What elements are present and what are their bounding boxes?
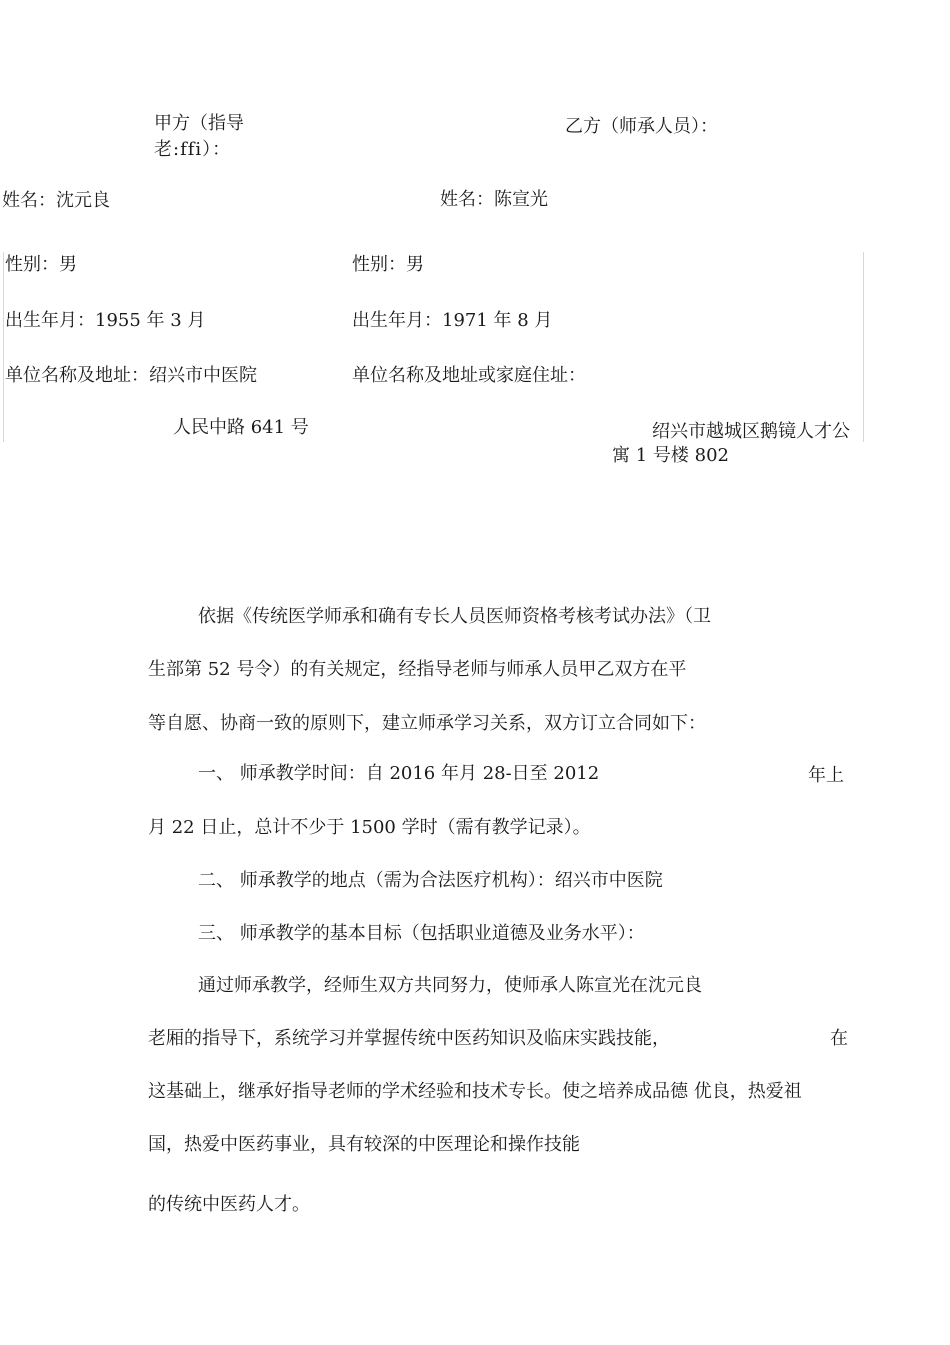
item-1-line-b: 年上 (808, 765, 844, 786)
party-b-unit: 单位名称及地址或家庭住址： (352, 365, 586, 386)
goal-line-5: 的传统中医药人才。 (148, 1194, 310, 1215)
goal-line-2a: 老厢的指导下，系统学习并掌握传统中医药知识及临床实践技能， (148, 1028, 670, 1049)
party-a-birth: 出生年月：1955 年 3 月 (5, 310, 206, 331)
party-b-address-line2: 寓 1 号楼 802 (612, 445, 729, 466)
table-right-border (863, 252, 864, 442)
party-b-heading: 乙方（师承人员）： (565, 116, 718, 137)
intro-line-3: 等自愿、协商一致的原则下，建立师承学习关系，双方订立合同如下： (148, 713, 706, 734)
party-b-birth: 出生年月：1971 年 8 月 (352, 310, 553, 331)
item-1-line-a: 一、 师承教学时间：自 2016 年月 28-日至 2012 (198, 763, 600, 784)
goal-line-4: 国，热爱中医药事业，具有较深的中医理论和操作技能 (148, 1134, 580, 1155)
party-a-heading-line1: 甲方（指导 (154, 113, 244, 134)
party-b-address-line1: 绍兴市越城区鹅镜人才公 (652, 421, 850, 442)
goal-line-2b: 在 (830, 1028, 848, 1049)
intro-line-1: 依据《传统医学师承和确有专长人员医师资格考核考试办法》（卫 (198, 606, 711, 627)
party-b-name: 姓名：陈宣光 (440, 189, 548, 210)
item-1-line-c: 月 22 日止，总计不少于 1500 学时（需有教学记录）。 (148, 817, 591, 838)
party-a-name: 姓名：沈元良 (2, 190, 110, 211)
party-b-gender: 性别：男 (352, 254, 424, 275)
goal-line-1: 通过师承教学，经师生双方共同努力，使师承人陈宣光在沈元良 (198, 975, 702, 996)
party-a-gender: 性别：男 (5, 254, 77, 275)
item-3: 三、 师承教学的基本目标（包括职业道德及业务水平）： (198, 923, 645, 944)
item-2: 二、 师承教学的地点（需为合法医疗机构）：绍兴市中医院 (198, 870, 663, 891)
table-left-border (3, 252, 4, 442)
goal-line-3: 这基础上，继承好指导老师的学术经验和技术专长。使之培养成品德 优良，热爱祖 (148, 1081, 802, 1102)
party-a-address: 人民中路 641 号 (173, 417, 309, 438)
intro-line-2: 生部第 52 号令）的有关规定，经指导老师与师承人员甲乙双方在平 (148, 659, 687, 680)
party-a-unit: 单位名称及地址：绍兴市中医院 (5, 365, 257, 386)
party-a-heading-line2: 老:ffi）： (154, 139, 232, 160)
